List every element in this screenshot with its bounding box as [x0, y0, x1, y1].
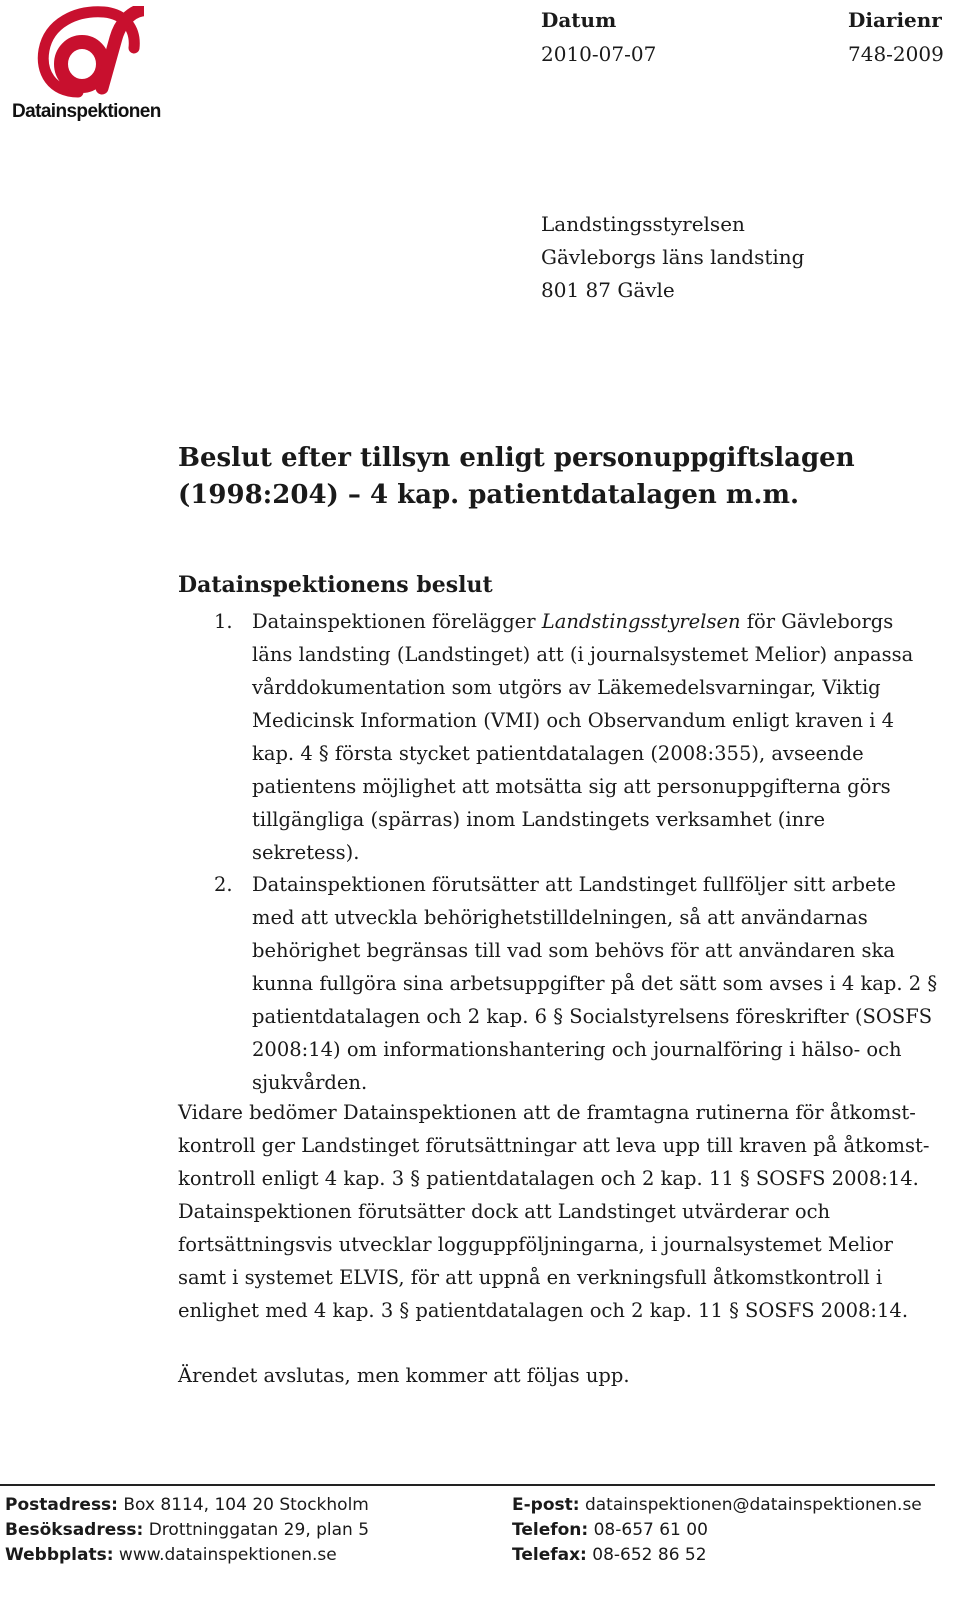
item-text-part: för Gävleborgs läns landsting (Landstinget) att (i journalsystemet Melior) anpassa vårddokumentation som utgörs av Läkemedelsvarningar, Viktig Medicinsk Information (VMI) och Observandum enligt kraven i 4 kap. 4 § första stycket patientdatalagen (2008:355), avseende patientens möjlighet att motsätta sig att personuppgifterna görs tillgängliga (spärras) inom Landstingets verksamhet (inre sekretess). — [252, 610, 914, 864]
logo — [12, 6, 161, 126]
footer-value: Drottninggatan 29, plan 5 — [143, 1520, 370, 1540]
closing-paragraph: Ärendet avslutas, men kommer att följas upp. — [178, 1364, 630, 1387]
footer-postal — [5, 1493, 369, 1518]
footer-value: www.datainspektionen.se — [113, 1545, 337, 1565]
footer-web — [5, 1543, 369, 1568]
recipient-line: 801 87 Gävle — [541, 278, 675, 302]
item-text: Datainspektionen förutsätter att Landstinget fullföljer sitt arbete med att utveckla behörighetstilldelningen, så att användarnas behörighet begränsas till vad som behövs för att användaren ska kunna fullgöra sina arbetsuppgifter på det sätt som avses i 4 kap. 2 § patientdatalagen och 2 kap. 6 § Socialstyrelsens föreskrifter (SOSFS 2008:14) om informationshantering och journalföring i hälso- och sjukvården. — [252, 873, 938, 1094]
item-number: 2. — [214, 873, 233, 896]
footer-fax — [512, 1543, 922, 1568]
footer-left — [5, 1493, 369, 1568]
recipient-line: Gävleborgs läns landsting — [541, 245, 805, 269]
item-text — [252, 605, 938, 869]
item-emphasis: Landstingsstyrelsen — [541, 610, 741, 633]
footer-label: Telefax: — [512, 1545, 587, 1565]
footer-label: Postadress: — [5, 1495, 118, 1515]
item-number: 1. — [214, 610, 233, 633]
reference-label: Diarienr — [848, 8, 942, 32]
section-heading: Datainspektionens beslut — [178, 572, 493, 598]
at-sign-logo-icon — [32, 6, 144, 98]
footer-value: Box 8114, 104 20 Stockholm — [117, 1495, 369, 1515]
footer-right — [512, 1493, 922, 1568]
logo-wordmark: Datainspektionen — [12, 101, 161, 122]
footer-phone — [512, 1518, 922, 1543]
footer-label: E-post: — [512, 1495, 580, 1515]
footer-label: Webbplats: — [5, 1545, 114, 1565]
date-value: 2010-07-07 — [541, 42, 657, 66]
reference-value: 748-2009 — [848, 42, 944, 66]
footer-value: 08-652 86 52 — [586, 1545, 707, 1565]
footer-label: Telefon: — [512, 1520, 589, 1540]
footer-email — [512, 1493, 922, 1518]
footer-value: datainspektionen@datainspektionen.se — [579, 1495, 922, 1515]
date-label: Datum — [541, 8, 617, 32]
footer-value: 08-657 61 00 — [588, 1520, 708, 1540]
recipient-line: Landstingsstyrelsen — [541, 212, 745, 236]
decision-item-1 — [178, 605, 938, 869]
recipient-address — [541, 208, 804, 307]
item-text-part: Datainspektionen förelägger — [252, 610, 542, 633]
logo-bowl — [61, 42, 103, 86]
footer-visit — [5, 1518, 369, 1543]
decision-item-2 — [178, 868, 938, 1099]
footer-label: Besöksadress: — [5, 1520, 144, 1540]
footer-divider — [0, 1484, 935, 1486]
document-title: Beslut efter tillsyn enligt personuppgiftslagen (1998:204) – 4 kap. patientdatalagen m.m. — [178, 443, 855, 510]
body-paragraph: Vidare bedömer Datainspektionen att de framtagna rutinerna för åtkomstkontroll ger Landstinget förutsättningar att leva upp till kraven på åtkomstkontroll enligt 4 kap. 3 § patientdatalagen och 2 kap. 11 § SOSFS 2008:14. Datainspektionen förutsätter dock att Landstinget utvärderar och fortsättningsvis utvecklar logguppföljningarna, i journalsystemet Melior samt i systemet ELVIS, för att uppnå en verkningsfull åtkomstkontroll i enlighet med 4 kap. 3 § patientdatalagen och 2 kap. 11 § SOSFS 2008:14. — [178, 1101, 930, 1322]
